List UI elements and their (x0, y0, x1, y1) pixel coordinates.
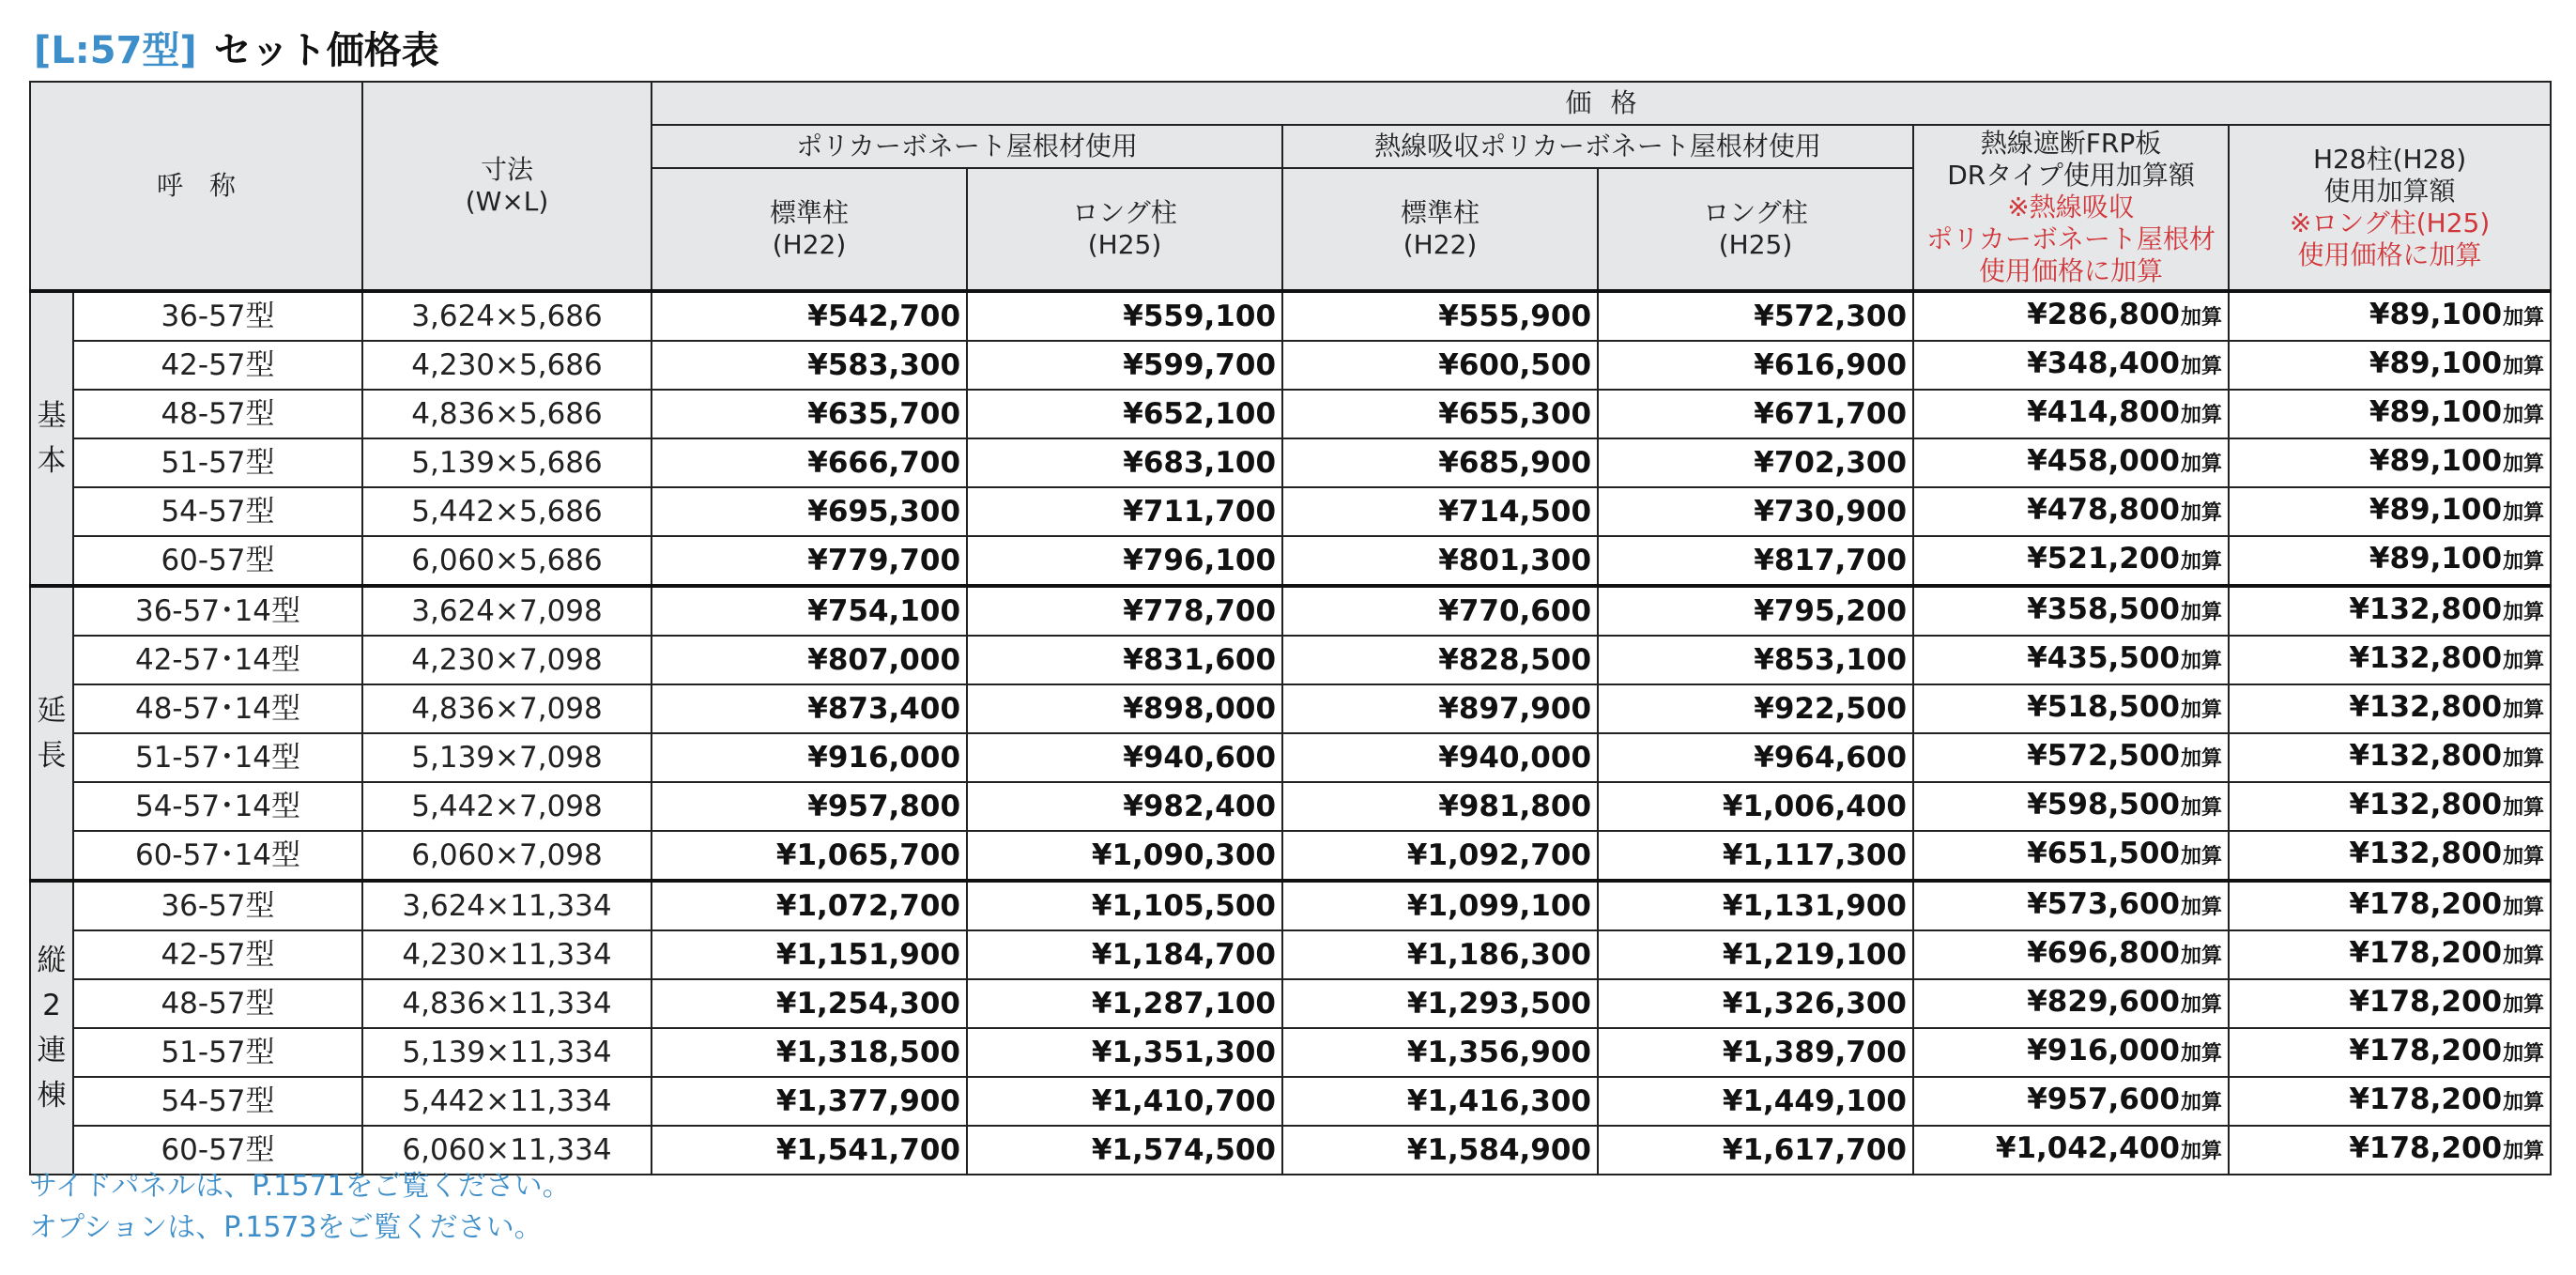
addition-suffix: 加算 (2181, 550, 2223, 574)
table-row (30, 438, 2551, 487)
price-frp-addition: ¥518,500加算 (1913, 684, 2229, 733)
addition-suffix: 加算 (2181, 699, 2223, 722)
table-row (30, 586, 2551, 636)
price-heat-long: ¥572,300 (1598, 291, 1913, 341)
note-options: オプションは、P.1573をご覧ください。 (29, 1211, 543, 1244)
addition-suffix: 加算 (2181, 501, 2223, 525)
model-name: 36-57型 (73, 881, 362, 930)
addition-suffix: 加算 (2181, 1091, 2223, 1114)
price-h28-addition: ¥132,800加算 (2229, 636, 2551, 684)
header-h28-addition: H28柱(H28) 使用加算額 ※ロング柱(H25) 使用価格に加算 (2229, 125, 2551, 291)
model-name: 48-57･14型 (73, 684, 362, 733)
price-heat-standard: ¥555,900 (1282, 291, 1598, 341)
price-h28-addition: ¥89,100加算 (2229, 291, 2551, 341)
price-poly-long: ¥796,100 (967, 536, 1282, 586)
price-h28-addition: ¥89,100加算 (2229, 390, 2551, 438)
price-poly-long: ¥1,105,500 (967, 881, 1282, 930)
price-frp-addition: ¥696,800加算 (1913, 930, 2229, 979)
price-poly-standard: ¥583,300 (652, 341, 967, 390)
price-h28-addition: ¥132,800加算 (2229, 733, 2551, 782)
price-heat-long: ¥671,700 (1598, 390, 1913, 438)
price-poly-standard: ¥1,318,500 (652, 1028, 967, 1077)
table-row (30, 487, 2551, 536)
price-h28-addition: ¥89,100加算 (2229, 438, 2551, 487)
dimensions: 4,230×5,686 (362, 341, 652, 390)
price-heat-standard: ¥801,300 (1282, 536, 1598, 586)
price-h28-addition: ¥132,800加算 (2229, 684, 2551, 733)
addition-suffix: 加算 (2181, 355, 2223, 378)
header-poly-standard: 標準柱 (H22) (652, 168, 967, 291)
price-frp-addition: ¥286,800加算 (1913, 291, 2229, 341)
model-name: 48-57型 (73, 979, 362, 1028)
price-frp-addition: ¥478,800加算 (1913, 487, 2229, 536)
price-poly-standard: ¥754,100 (652, 586, 967, 636)
model-name: 60-57･14型 (73, 831, 362, 881)
price-heat-standard: ¥655,300 (1282, 390, 1598, 438)
price-heat-long: ¥1,117,300 (1598, 831, 1913, 881)
price-poly-long: ¥1,351,300 (967, 1028, 1282, 1077)
model-name: 60-57型 (73, 1126, 362, 1175)
price-heat-standard: ¥1,293,500 (1282, 979, 1598, 1028)
addition-suffix: 加算 (2181, 1042, 2223, 1066)
price-poly-long: ¥683,100 (967, 438, 1282, 487)
addition-suffix: 加算 (2181, 993, 2223, 1017)
price-frp-addition: ¥358,500加算 (1913, 586, 2229, 636)
addition-suffix: 加算 (2503, 747, 2545, 771)
price-h28-addition: ¥178,200加算 (2229, 1077, 2551, 1126)
group-label: 基 本 (30, 291, 73, 586)
addition-suffix: 加算 (2181, 1140, 2223, 1163)
price-h28-addition: ¥89,100加算 (2229, 487, 2551, 536)
header-frp-addition: 熱線遮断FRP板 DRタイプ使用加算額 ※熱線吸収 ポリカーボネート屋根材 使用価格に加算 (1913, 125, 2229, 291)
price-poly-standard: ¥666,700 (652, 438, 967, 487)
price-heat-long: ¥730,900 (1598, 487, 1913, 536)
addition-suffix: 加算 (2181, 306, 2223, 330)
addition-suffix: 加算 (2181, 453, 2223, 476)
price-heat-long: ¥853,100 (1598, 636, 1913, 684)
price-heat-standard: ¥1,099,100 (1282, 881, 1598, 930)
price-h28-addition: ¥178,200加算 (2229, 930, 2551, 979)
addition-suffix: 加算 (2503, 501, 2545, 525)
header-poly-long: ロング柱 (H25) (967, 168, 1282, 291)
addition-suffix: 加算 (2503, 1091, 2545, 1114)
model-name: 42-57型 (73, 930, 362, 979)
price-frp-addition: ¥829,600加算 (1913, 979, 2229, 1028)
price-poly-standard: ¥635,700 (652, 390, 967, 438)
model-name: 36-57型 (73, 291, 362, 341)
note-side-panel: サイドパネルは、P.1571をご覧ください。 (29, 1170, 571, 1203)
price-poly-long: ¥599,700 (967, 341, 1282, 390)
price-poly-standard: ¥1,065,700 (652, 831, 967, 881)
dimensions: 5,442×11,334 (362, 1077, 652, 1126)
table-row (30, 1028, 2551, 1077)
dimensions: 3,624×11,334 (362, 881, 652, 930)
table-row (30, 733, 2551, 782)
addition-suffix: 加算 (2503, 896, 2545, 919)
price-frp-addition: ¥916,000加算 (1913, 1028, 2229, 1077)
price-poly-standard: ¥1,541,700 (652, 1126, 967, 1175)
price-heat-standard: ¥828,500 (1282, 636, 1598, 684)
dimensions: 4,230×11,334 (362, 930, 652, 979)
price-heat-standard: ¥981,800 (1282, 782, 1598, 831)
addition-suffix: 加算 (2181, 845, 2223, 868)
header-heat-standard: 標準柱 (H22) (1282, 168, 1598, 291)
table-row (30, 636, 2551, 684)
addition-suffix: 加算 (2503, 453, 2545, 476)
group-label: 縦 2 連 棟 (30, 881, 73, 1175)
price-heat-long: ¥616,900 (1598, 341, 1913, 390)
price-poly-standard: ¥1,151,900 (652, 930, 967, 979)
addition-suffix: 加算 (2503, 306, 2545, 330)
price-h28-addition: ¥132,800加算 (2229, 831, 2551, 881)
table-row (30, 1077, 2551, 1126)
dimensions: 3,624×7,098 (362, 586, 652, 636)
header-price: 価格 (652, 82, 2551, 125)
group-label: 延 長 (30, 586, 73, 881)
dimensions: 5,442×7,098 (362, 782, 652, 831)
price-frp-addition: ¥1,042,400加算 (1913, 1126, 2229, 1175)
model-name: 54-57･14型 (73, 782, 362, 831)
addition-suffix: 加算 (2503, 601, 2545, 624)
table-row (30, 979, 2551, 1028)
dimensions: 5,139×11,334 (362, 1028, 652, 1077)
price-heat-long: ¥1,219,100 (1598, 930, 1913, 979)
price-h28-addition: ¥89,100加算 (2229, 341, 2551, 390)
price-heat-standard: ¥1,092,700 (1282, 831, 1598, 881)
price-heat-long: ¥817,700 (1598, 536, 1913, 586)
addition-suffix: 加算 (2181, 404, 2223, 427)
price-table-body (30, 291, 2551, 1175)
price-h28-addition: ¥132,800加算 (2229, 586, 2551, 636)
price-poly-long: ¥711,700 (967, 487, 1282, 536)
price-frp-addition: ¥414,800加算 (1913, 390, 2229, 438)
table-row (30, 782, 2551, 831)
price-heat-standard: ¥897,900 (1282, 684, 1598, 733)
title-text: セット価格表 (213, 29, 439, 72)
price-heat-long: ¥1,131,900 (1598, 881, 1913, 930)
price-heat-long: ¥922,500 (1598, 684, 1913, 733)
price-heat-standard: ¥770,600 (1282, 586, 1598, 636)
addition-suffix: 加算 (2503, 945, 2545, 968)
price-poly-long: ¥1,287,100 (967, 979, 1282, 1028)
price-heat-long: ¥1,449,100 (1598, 1077, 1913, 1126)
price-h28-addition: ¥178,200加算 (2229, 881, 2551, 930)
model-name: 48-57型 (73, 390, 362, 438)
price-h28-addition: ¥178,200加算 (2229, 1126, 2551, 1175)
price-h28-addition: ¥178,200加算 (2229, 979, 2551, 1028)
addition-suffix: 加算 (2503, 1042, 2545, 1066)
dimensions: 6,060×5,686 (362, 536, 652, 586)
price-heat-standard: ¥1,584,900 (1282, 1126, 1598, 1175)
addition-suffix: 加算 (2503, 355, 2545, 378)
addition-suffix: 加算 (2503, 404, 2545, 427)
price-poly-standard: ¥957,800 (652, 782, 967, 831)
header-heat-absorbing: 熱線吸収ポリカーボネート屋根材使用 (1282, 125, 1913, 168)
dimensions: 5,139×5,686 (362, 438, 652, 487)
price-poly-long: ¥1,090,300 (967, 831, 1282, 881)
price-poly-standard: ¥779,700 (652, 536, 967, 586)
price-heat-standard: ¥1,356,900 (1282, 1028, 1598, 1077)
price-heat-standard: ¥600,500 (1282, 341, 1598, 390)
dimensions: 6,060×7,098 (362, 831, 652, 881)
price-table (29, 81, 2552, 1175)
price-poly-long: ¥652,100 (967, 390, 1282, 438)
dimensions: 4,230×7,098 (362, 636, 652, 684)
dimensions: 3,624×5,686 (362, 291, 652, 341)
dimensions: 4,836×5,686 (362, 390, 652, 438)
price-heat-long: ¥964,600 (1598, 733, 1913, 782)
model-label: [L:57型] (34, 29, 197, 72)
price-poly-long: ¥898,000 (967, 684, 1282, 733)
addition-suffix: 加算 (2181, 896, 2223, 919)
dimensions: 5,442×5,686 (362, 487, 652, 536)
price-poly-standard: ¥807,000 (652, 636, 967, 684)
price-h28-addition: ¥89,100加算 (2229, 536, 2551, 586)
price-frp-addition: ¥521,200加算 (1913, 536, 2229, 586)
table-row (30, 536, 2551, 586)
model-name: 36-57･14型 (73, 586, 362, 636)
price-poly-long: ¥559,100 (967, 291, 1282, 341)
price-heat-standard: ¥1,186,300 (1282, 930, 1598, 979)
price-heat-long: ¥702,300 (1598, 438, 1913, 487)
price-heat-standard: ¥1,416,300 (1282, 1077, 1598, 1126)
table-row (30, 831, 2551, 881)
price-heat-long: ¥1,617,700 (1598, 1126, 1913, 1175)
table-row (30, 341, 2551, 390)
table-row (30, 930, 2551, 979)
price-poly-standard: ¥1,377,900 (652, 1077, 967, 1126)
price-heat-long: ¥1,326,300 (1598, 979, 1913, 1028)
price-heat-standard: ¥714,500 (1282, 487, 1598, 536)
model-name: 54-57型 (73, 487, 362, 536)
addition-suffix: 加算 (2503, 845, 2545, 868)
price-h28-addition: ¥178,200加算 (2229, 1028, 2551, 1077)
price-poly-long: ¥940,600 (967, 733, 1282, 782)
header-heat-long: ロング柱 (H25) (1598, 168, 1913, 291)
price-poly-standard: ¥1,254,300 (652, 979, 967, 1028)
dimensions: 4,836×7,098 (362, 684, 652, 733)
model-name: 51-57型 (73, 1028, 362, 1077)
price-poly-long: ¥1,574,500 (967, 1126, 1282, 1175)
addition-suffix: 加算 (2181, 650, 2223, 673)
table-row (30, 881, 2551, 930)
price-frp-addition: ¥598,500加算 (1913, 782, 2229, 831)
addition-suffix: 加算 (2503, 796, 2545, 820)
price-frp-addition: ¥572,500加算 (1913, 733, 2229, 782)
addition-suffix: 加算 (2503, 993, 2545, 1017)
dimensions: 4,836×11,334 (362, 979, 652, 1028)
price-poly-long: ¥982,400 (967, 782, 1282, 831)
price-heat-standard: ¥685,900 (1282, 438, 1598, 487)
price-heat-long: ¥1,006,400 (1598, 782, 1913, 831)
model-name: 42-57･14型 (73, 636, 362, 684)
price-poly-standard: ¥1,072,700 (652, 881, 967, 930)
price-poly-long: ¥1,184,700 (967, 930, 1282, 979)
addition-suffix: 加算 (2181, 747, 2223, 771)
header-dimensions: 寸法 (W×L) (362, 82, 652, 291)
price-poly-standard: ¥695,300 (652, 487, 967, 536)
page-title (34, 21, 439, 74)
table-row (30, 684, 2551, 733)
addition-suffix: 加算 (2503, 1140, 2545, 1163)
notes (29, 1166, 571, 1249)
model-name: 51-57･14型 (73, 733, 362, 782)
dimensions: 5,139×7,098 (362, 733, 652, 782)
price-h28-addition: ¥132,800加算 (2229, 782, 2551, 831)
price-heat-standard: ¥940,000 (1282, 733, 1598, 782)
model-name: 51-57型 (73, 438, 362, 487)
price-frp-addition: ¥957,600加算 (1913, 1077, 2229, 1126)
model-name: 60-57型 (73, 536, 362, 586)
addition-suffix: 加算 (2503, 550, 2545, 574)
price-poly-long: ¥1,410,700 (967, 1077, 1282, 1126)
header-name: 呼 称 (30, 82, 362, 291)
addition-suffix: 加算 (2503, 699, 2545, 722)
table-row (30, 291, 2551, 341)
price-poly-long: ¥778,700 (967, 586, 1282, 636)
price-frp-addition: ¥458,000加算 (1913, 438, 2229, 487)
addition-suffix: 加算 (2181, 945, 2223, 968)
price-poly-standard: ¥542,700 (652, 291, 967, 341)
addition-suffix: 加算 (2503, 650, 2545, 673)
addition-suffix: 加算 (2181, 601, 2223, 624)
price-poly-standard: ¥873,400 (652, 684, 967, 733)
addition-suffix: 加算 (2181, 796, 2223, 820)
price-frp-addition: ¥435,500加算 (1913, 636, 2229, 684)
model-name: 54-57型 (73, 1077, 362, 1126)
table-row (30, 390, 2551, 438)
header-polycarbonate: ポリカーボネート屋根材使用 (652, 125, 1282, 168)
price-poly-standard: ¥916,000 (652, 733, 967, 782)
dimensions: 6,060×11,334 (362, 1126, 652, 1175)
price-frp-addition: ¥573,600加算 (1913, 881, 2229, 930)
price-frp-addition: ¥651,500加算 (1913, 831, 2229, 881)
price-poly-long: ¥831,600 (967, 636, 1282, 684)
price-frp-addition: ¥348,400加算 (1913, 341, 2229, 390)
price-heat-long: ¥1,389,700 (1598, 1028, 1913, 1077)
model-name: 42-57型 (73, 341, 362, 390)
price-heat-long: ¥795,200 (1598, 586, 1913, 636)
